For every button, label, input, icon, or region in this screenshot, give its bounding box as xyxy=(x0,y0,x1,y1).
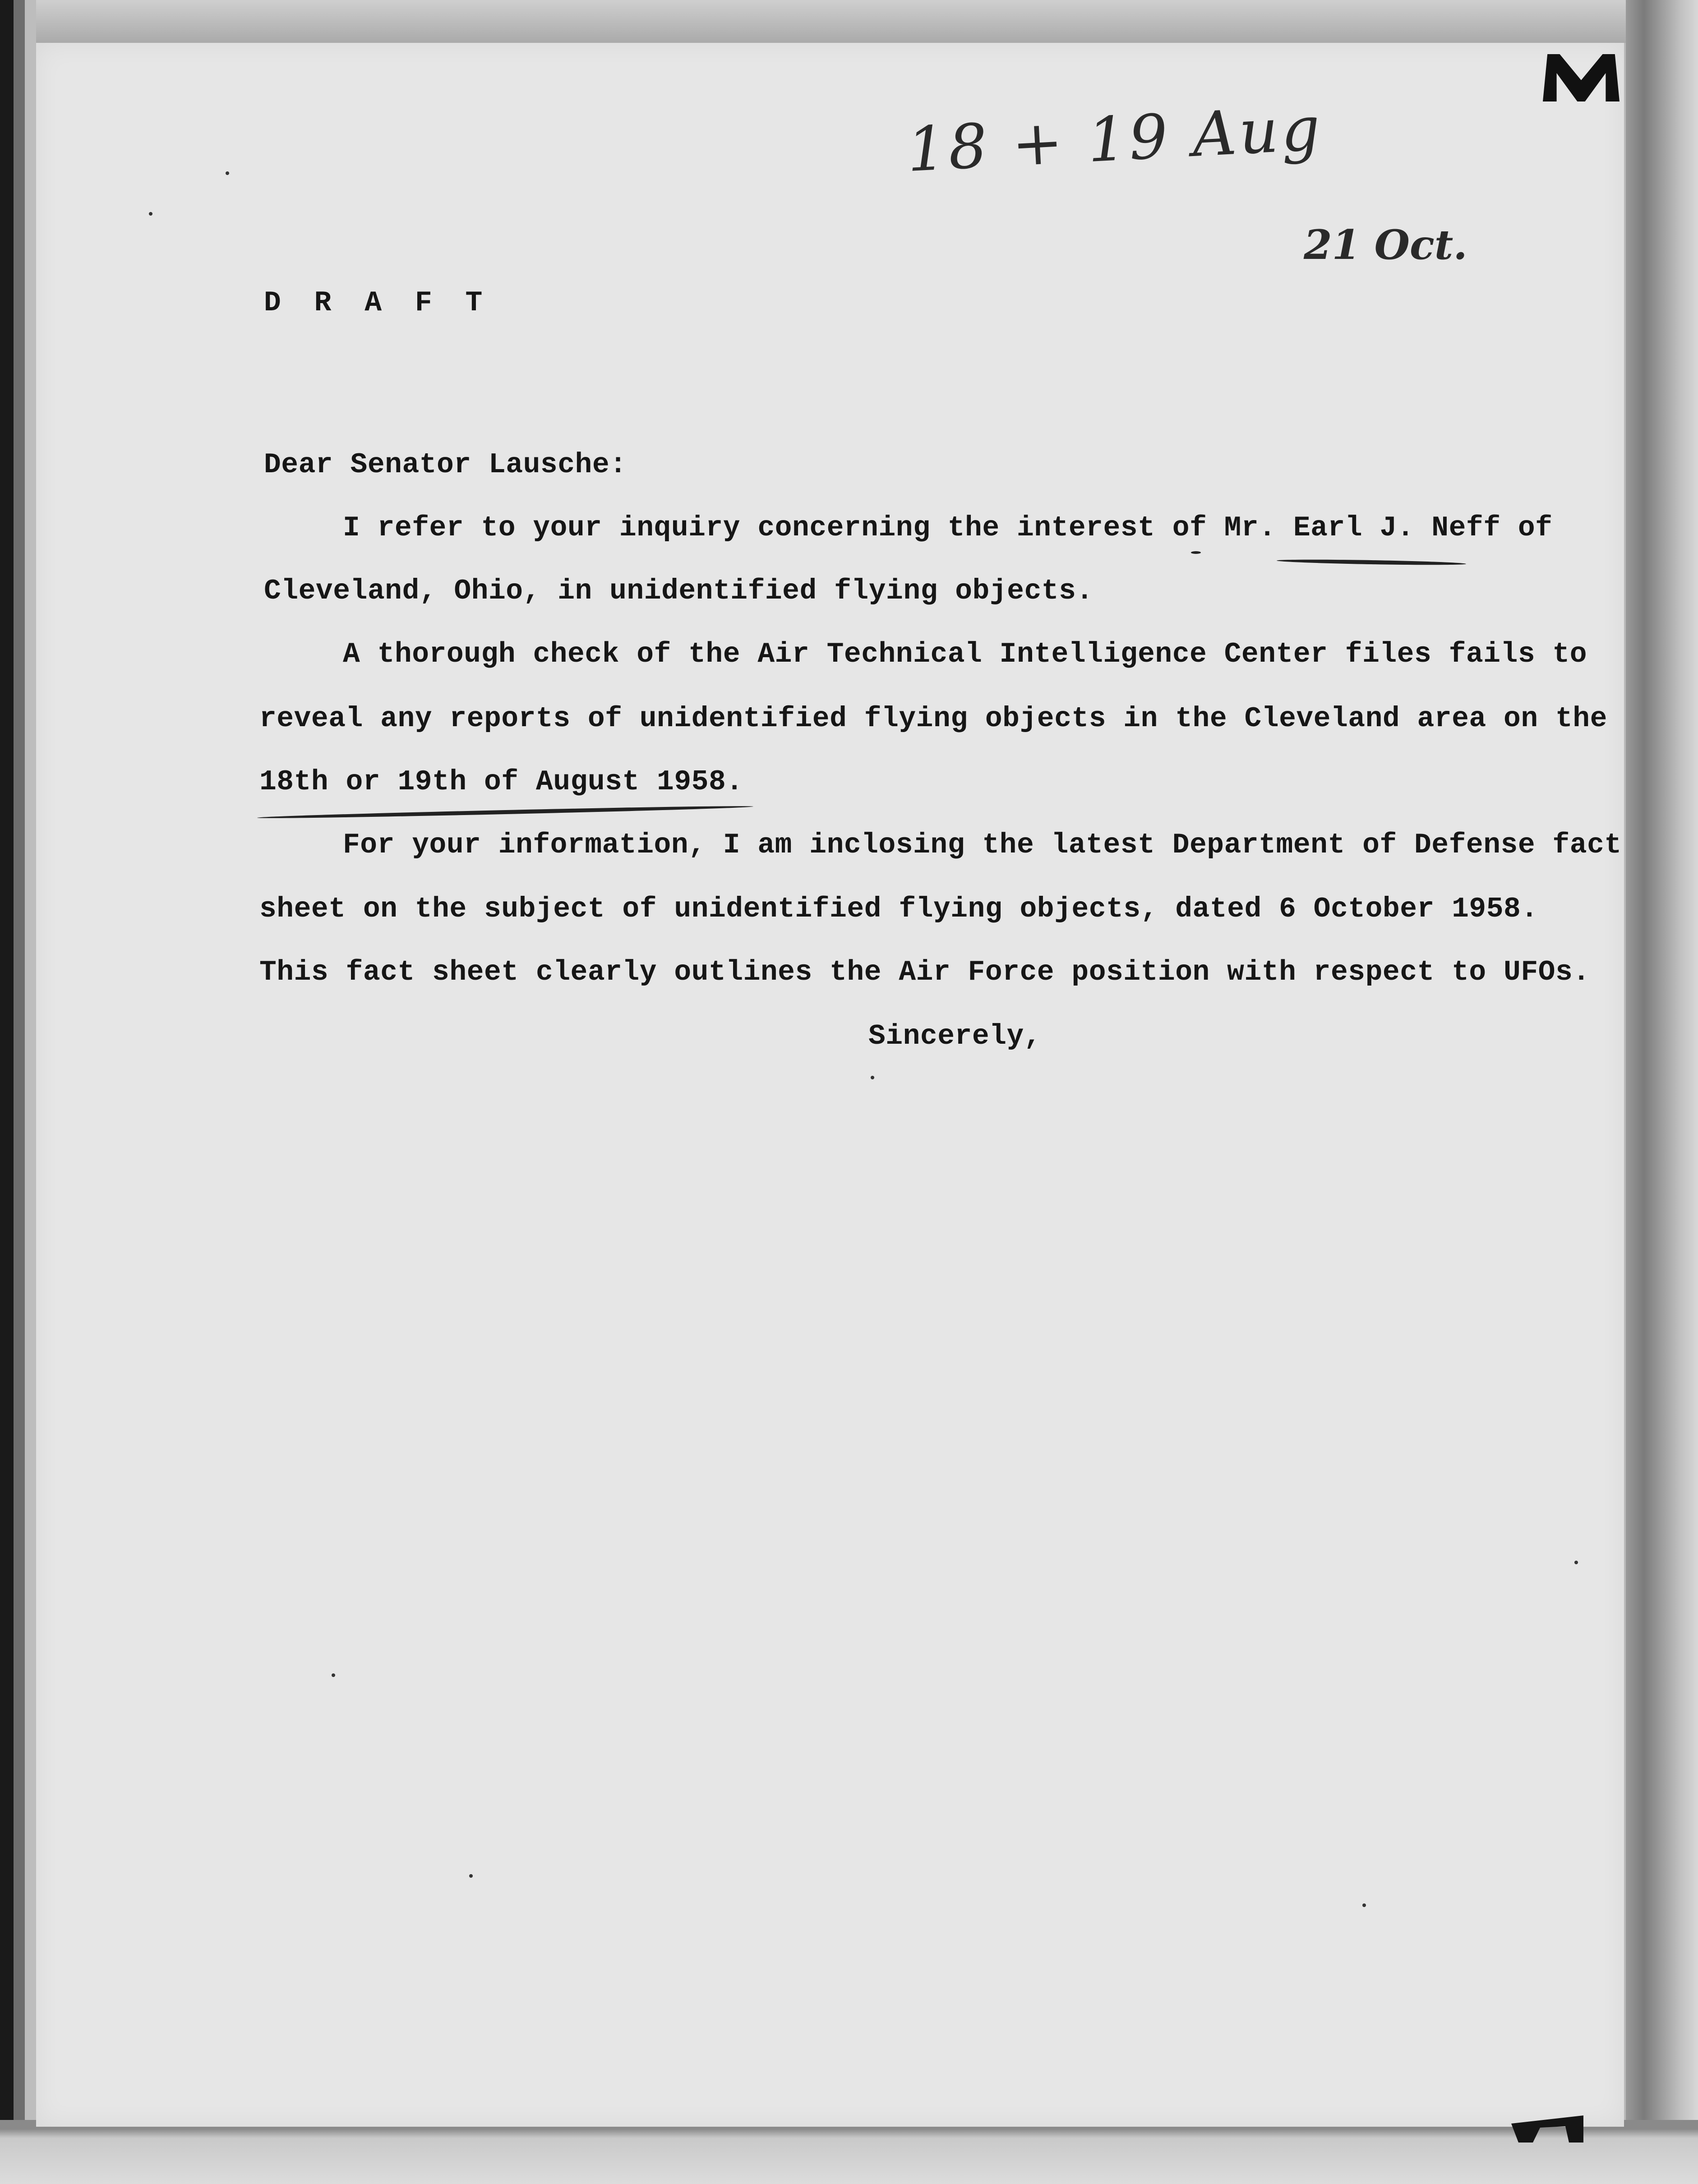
handwritten-date-mark: 21 Oct. xyxy=(1304,221,1467,269)
handwritten-tick-mark xyxy=(1191,551,1201,554)
handwritten-dates: 18 + 19 Aug xyxy=(905,92,1324,186)
body-line-1: I refer to your inquiry concerning the interest of Mr. Earl J. Neff of xyxy=(343,512,1553,544)
body-line-5: 18th or 19th of August 1958. xyxy=(259,766,743,798)
speck xyxy=(332,1673,335,1677)
speck xyxy=(149,212,152,216)
closing: Sincerely, xyxy=(868,1020,1042,1052)
film-frame-top xyxy=(0,0,1698,43)
film-frame-bottom xyxy=(0,2120,1698,2184)
draft-heading: D R A F T xyxy=(264,287,491,319)
body-line-6: For your information, I am inclosing the latest Department of Defense fact xyxy=(343,829,1622,861)
body-line-3: A thorough check of the Air Technical Intelligence Center files fails to xyxy=(343,638,1587,670)
salutation: Dear Senator Lausche: xyxy=(264,449,627,481)
film-frame-right xyxy=(1626,0,1698,2184)
document-page xyxy=(36,43,1624,2127)
speck xyxy=(226,171,229,175)
body-line-8: This fact sheet clearly outlines the Air Force position with respect to UFOs. xyxy=(259,956,1590,988)
body-line-2: Cleveland, Ohio, in unidentified flying objects. xyxy=(264,575,1094,607)
film-frame-left xyxy=(0,0,36,2184)
body-line-7: sheet on the subject of unidentified flying objects, dated 6 October 1958. xyxy=(259,893,1538,925)
body-line-4: reveal any reports of unidentified flying objects in the Cleveland area on the xyxy=(259,703,1607,735)
speck xyxy=(1362,1903,1366,1907)
speck xyxy=(469,1874,473,1878)
speck xyxy=(871,1076,874,1079)
speck xyxy=(1574,1561,1578,1564)
